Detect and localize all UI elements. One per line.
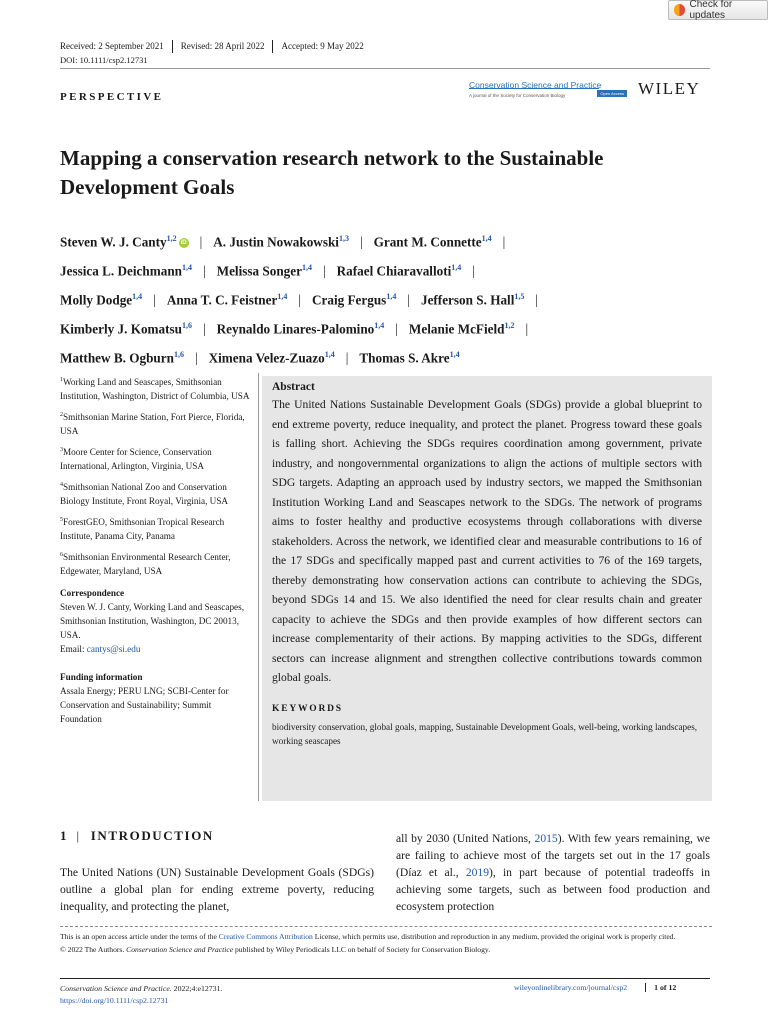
author-separator: | <box>502 234 506 250</box>
author-separator: | <box>298 292 301 308</box>
affiliation-number: 6 <box>60 552 63 559</box>
affiliation <box>60 513 250 543</box>
abstract-text: The United Nations Sustainable Development Goals (SDGs) provide a global blueprint to end extreme poverty, reduce inequality, and protect the planet. Progress toward these goals is falling short. Achieving the SDGs requires coordination among government, private industry, and nongovernmental organizations to align the actions of multiple sectors with SDG targets. Adapting an approach used by industry sectors, we mapped the Smithsonian Institution Working Land and Seascapes network to the SDGs. The network of programs aims to foster healthy and productive ecosystems through collaborations with diverse stakeholders. Across the network, we identified clear and measurable contributions to 16 of the 17 SDGs and specifically mapped past and current activities to 76 of the 169 targets, thereby demonstrating how conservation actions can contribute to achieving the SDGs, beyond SDGs 14 and 15. We also identified the need for clear results chain and greater capacity to achieve the SDGs and then provide examples of how different sectors can increase complementarity of their actions. By mapping activities to the SDGs, different sectors can increase alignment and strengthen collective contributions towards common global goals. <box>272 398 702 684</box>
author-separator: | <box>153 292 156 308</box>
journal-site-link[interactable]: wileyonlinelibrary.com/journal/csp2 <box>514 983 628 992</box>
author-name: Jessica L. Deichmann <box>60 263 182 279</box>
author-separator: | <box>345 349 349 365</box>
author-affiliation-marker[interactable]: 1,3 <box>338 234 349 243</box>
author-name: Thomas S. Akre <box>359 349 450 365</box>
affiliation-number: 3 <box>60 447 63 454</box>
author-affiliation-marker[interactable]: 1,2 <box>504 320 515 330</box>
affiliation-number: 2 <box>60 412 63 419</box>
author-name: Anna T. C. Feistner <box>166 292 278 308</box>
orcid-icon[interactable]: iD <box>180 240 187 247</box>
author-name: Jefferson S. Hall <box>420 292 515 308</box>
journal-subtitle: A journal of the Society for Conservation Biology <box>469 93 566 98</box>
affiliation-number: 5 <box>60 517 63 524</box>
intro-number: 1 <box>60 828 67 843</box>
citation-link-2015[interactable]: 2015 <box>534 832 558 845</box>
section-label: PERSPECTIVE <box>60 91 164 103</box>
doi-link[interactable]: https://doi.org/10.1111/csp2.12731 <box>60 996 169 1005</box>
author-name: Ximena Velez-Zuazo <box>208 349 325 365</box>
footer-citation: Conservation Science and Practice. 2022;4:e12731. https://doi.org/10.1111/csp2.12731 <box>60 984 223 1005</box>
check-for-updates-button[interactable] <box>668 0 768 20</box>
author-separator: | <box>525 321 529 337</box>
intro-title: INTRODUCTION <box>90 828 214 843</box>
intro-right-text: all by 2030 (United Nations, 2015). With few years remaining, we are failing to achieve most of the targets set out in the 17 goals (Díaz et al., 2019), in part because of potential tradeoffs in achieving some targets, such as between food production and ecosystem protection <box>396 832 710 913</box>
author-separator: | <box>535 292 539 308</box>
author-name: Molly Dodge <box>60 292 133 308</box>
affiliation-text: Smithsonian Marine Station, Fort Pierce, Florida, USA <box>60 412 245 437</box>
author-affiliation-marker[interactable]: 1,4 <box>181 262 192 272</box>
column-divider <box>258 373 259 801</box>
author-name: Craig Fergus <box>311 292 387 308</box>
author-separator: | <box>359 234 363 250</box>
author-affiliation-marker[interactable]: 1,4 <box>481 234 492 243</box>
affiliation-text: ForestGEO, Smithsonian Tropical Research Institute, Panama City, Panama <box>60 517 225 542</box>
citation-link-2019[interactable]: 2019 <box>465 866 490 879</box>
author-name: A. Justin Nowakowski <box>213 234 339 250</box>
funding-text: Assala Energy; PERU LNG; SCBI-Center for Conservation and Sustainability; Summit Foundation <box>60 686 229 725</box>
author-affiliation-marker[interactable]: 1,4 <box>277 291 288 301</box>
license-text: This is an open access article under the terms of the Creative Commons Attribution License, which permits use, distribution and reproduction in any medium, provided the original work is properly cited. © 2022 The Authors. Conservation Science and Practice published by Wiley Periodicals LLC on behalf of Society for Conservation Biology. <box>60 932 676 954</box>
author-list <box>60 226 720 370</box>
doi: DOI: 10.1111/csp2.12731 <box>60 55 148 65</box>
author-affiliation-marker[interactable]: 1,4 <box>449 349 460 359</box>
journal-name: Conservation Science and Practice <box>469 80 602 90</box>
author-affiliation-marker[interactable]: 1,4 <box>386 291 397 301</box>
abstract-heading: Abstract <box>272 381 315 393</box>
journal-logo-line <box>469 88 599 89</box>
author-name: Steven W. J. Canty <box>60 234 167 250</box>
affiliation <box>60 548 250 578</box>
email-link[interactable]: cantys@si.edu <box>86 644 141 655</box>
author-name: Melanie McField <box>408 321 505 337</box>
keywords: biodiversity conservation, global goals, mapping, Sustainable Development Goals, well-being, working landscapes, working seascapes <box>272 721 698 746</box>
affiliation-text: Moore Center for Science, Conservation International, Arlington, Virginia, USA <box>60 447 212 472</box>
author-affiliation-marker[interactable]: 1,6 <box>181 320 192 330</box>
author-separator: | <box>395 321 398 337</box>
footer-divider <box>60 978 710 979</box>
author-separator: | <box>199 234 203 250</box>
keywords-heading: KEYWORDS <box>272 703 343 714</box>
intro-heading <box>60 828 214 844</box>
heading-separator: | <box>76 828 81 843</box>
accepted-date: Accepted: 9 May 2022 <box>272 40 371 53</box>
affiliation <box>60 408 250 438</box>
author-affiliation-marker[interactable]: 1,4 <box>301 262 312 272</box>
email-label: Email: <box>60 644 85 655</box>
journal-logo <box>469 80 627 104</box>
author-separator: | <box>407 292 410 308</box>
affiliation-number: 1 <box>60 377 63 383</box>
affiliation <box>60 443 250 473</box>
author-name: Melissa Songer <box>216 263 302 279</box>
intro-left-text: The United Nations (UN) Sustainable Development Goals (SDGs) outline a global plan for ending extreme poverty, reducing inequality, and protecting the planet, <box>60 866 374 913</box>
left-sidebar <box>60 373 250 726</box>
affiliation-text: Working Land and Seascapes, Smithsonian Institution, Washington, District of Columbia, USA <box>60 377 250 402</box>
license-divider <box>60 926 712 927</box>
check-updates-icon <box>674 4 685 16</box>
author-name: Kimberly J. Komatsu <box>60 321 182 337</box>
funding-heading: Funding information <box>60 672 143 683</box>
author-affiliation-marker[interactable]: 1,4 <box>324 349 335 359</box>
affiliation <box>60 373 250 403</box>
author-affiliation-marker[interactable]: 1,4 <box>374 320 385 330</box>
cc-license-link[interactable]: Creative Commons Attribution <box>218 932 313 941</box>
publisher-logo: WILEY <box>638 79 701 98</box>
author-affiliation-marker[interactable]: 1,2 <box>166 234 177 243</box>
revised-date: Revised: 28 April 2022 <box>172 40 273 53</box>
author-affiliation-marker[interactable]: 1,4 <box>451 262 462 272</box>
abstract-box <box>262 376 712 801</box>
page-number: 1 of 12 <box>645 983 676 992</box>
author-name: Reynaldo Linares-Palomino <box>216 321 375 337</box>
author-separator: | <box>202 321 206 337</box>
author-separator: | <box>194 349 198 365</box>
correspondence-text: Steven W. J. Canty, Working Land and Seascapes, Smithsonian Institution, Washington, DC 20013, USA. Email: cantys@si.edu <box>60 602 244 655</box>
author-name: Matthew B. Ogburn <box>60 349 174 365</box>
author-name: Grant M. Connette <box>373 234 482 250</box>
affiliation-text: Smithsonian Environmental Research Center, Edgewater, Maryland, USA <box>60 552 231 577</box>
affiliation <box>60 478 250 508</box>
author-separator: | <box>202 263 206 279</box>
correspondence-heading: Correspondence <box>60 588 125 599</box>
author-separator: | <box>472 263 475 279</box>
author-affiliation-marker[interactable]: 1,5 <box>514 291 525 301</box>
received-date: Received: 2 September 2021 <box>60 41 164 51</box>
author-affiliation-marker[interactable]: 1,6 <box>173 349 184 359</box>
affiliations <box>60 373 250 578</box>
article-title: Mapping a conservation research network to the Sustainable Development Goals <box>60 146 604 199</box>
author-affiliation-marker[interactable]: 1,4 <box>132 291 143 301</box>
footer-right <box>514 983 676 992</box>
affiliation-number: 4 <box>60 482 63 489</box>
article-dates <box>60 40 372 53</box>
open-access-badge: Open Access <box>597 90 627 97</box>
author-name: Rafael Chiaravalloti <box>336 263 452 279</box>
author-separator: | <box>322 263 326 279</box>
affiliation-text: Smithsonian National Zoo and Conservation Biology Institute, Front Royal, Virginia, USA <box>60 482 229 507</box>
check-for-updates-label: Check for updates <box>689 0 733 21</box>
header-divider <box>60 68 710 69</box>
